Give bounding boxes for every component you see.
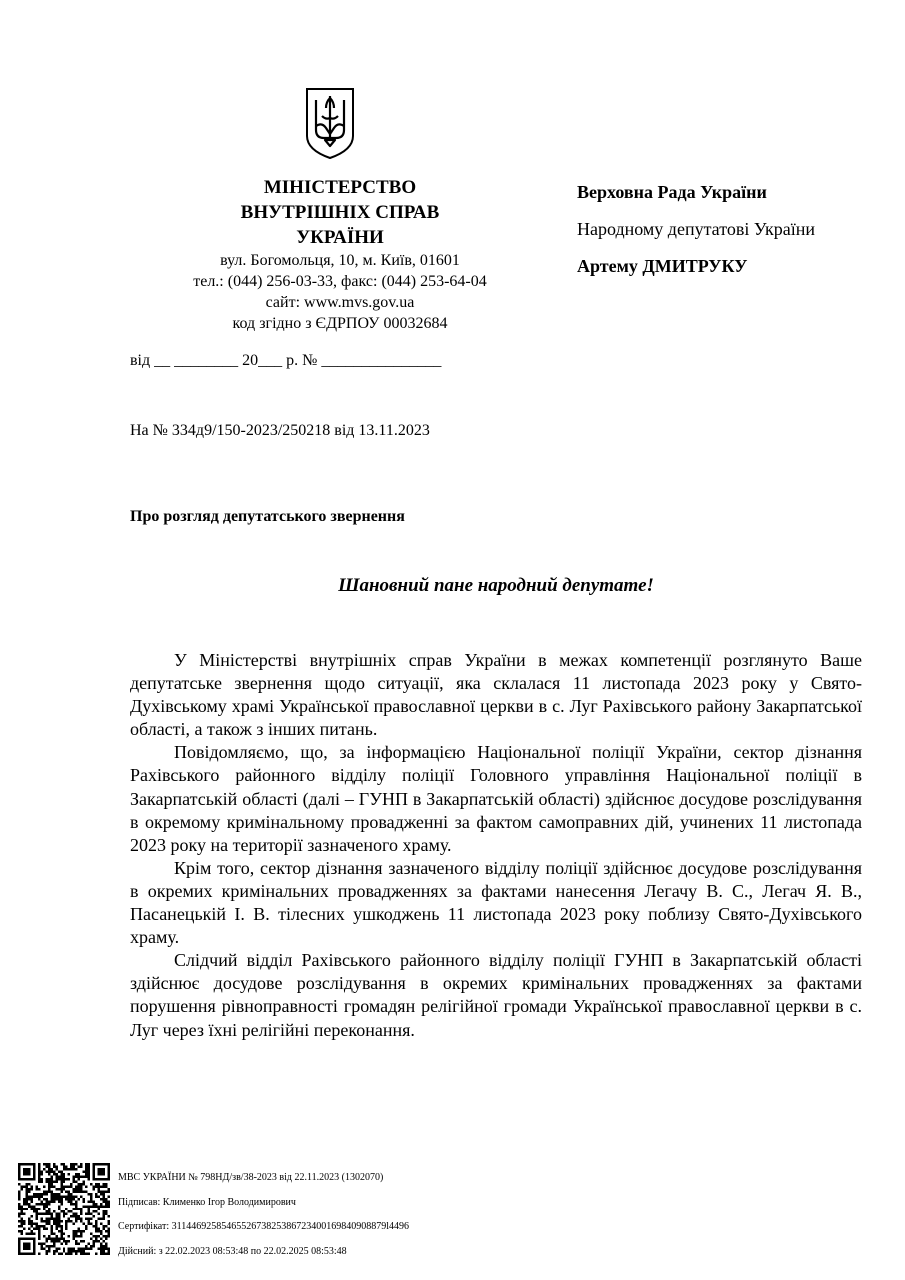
body-paragraph-1: У Міністерстві внутрішніх справ України в межах компетенції розглянуто Ваше депутатське звернення щодо ситуації, яка склалася 11 листопада 2023 року у Свято-Духівському храмі Української православної церкви в с. Луг Рахівського району Закарпатської області, а також з інших питань.	[130, 650, 862, 740]
ministry-name-line-3: УКРАЇНИ	[296, 227, 384, 248]
ministry-name-line-2: ВНУТРІШНІХ СПРАВ	[240, 202, 440, 223]
ministry-address: вул. Богомольця, 10, м. Київ, 01601	[220, 252, 460, 269]
letter-body	[130, 649, 862, 1042]
signature-certificate: Сертифікат: 3114469258546552673825386723400169840908879l4496	[118, 1221, 410, 1233]
signature-validity: Дійсний: з 22.02.2023 08:53:48 по 22.02.2025 08:53:48	[118, 1245, 347, 1257]
ministry-edrpou: код згідно з ЄДРПОУ 00032684	[232, 315, 448, 332]
reference-line: На № 334д9/150-2023/250218 від 13.11.2023	[130, 422, 430, 439]
ministry-name-line-1: МІНІСТЕРСТВО	[263, 177, 417, 198]
body-paragraph-3: Крім того, сектор дізнання зазначеного відділу поліції здійснює досудове розслідування в окремих кримінальних провадженнях за фактами нанесення Легачу В. С., Легач Я. В., Пасанецькій І. В. тілесних ушкоджень 11 листопада 2023 року поблизу Свято-Духівського храму.	[130, 857, 862, 948]
recipient-org: Верховна Рада України	[577, 182, 767, 202]
recipient-block	[577, 174, 815, 285]
body-paragraph-4: Слідчий відділ Рахівського районного відділу поліції ГУНП в Закарпатській області здійснює досудове розслідування в окремих кримінальних провадженнях за фактами порушення рівноправності громадян релігійної громади Української православної церкви в с. Луг через їхні релігійні переконання.	[130, 950, 862, 1040]
recipient-position: Народному депутатові України	[577, 219, 815, 239]
body-paragraph-2: Повідомляємо, що, за інформацією Національної поліції України, сектор дізнання Рахівського районного відділу поліції Головного управління Національної поліції в Закарпатській області (далі – ГУНП в Закарпатській області) здійснює досудове розслідування в окремому кримінальному провадженні за фактом самоправних дій, учинених 11 листопада 2023 року на території зазначеного храму.	[130, 742, 862, 855]
signature-block	[118, 1166, 409, 1264]
subject-line: Про розгляд депутатського звернення	[130, 508, 405, 525]
coat-of-arms-icon	[304, 86, 356, 160]
signature-signed-by: Підписав: Клименко Ігор Володимирович	[118, 1196, 296, 1208]
signature-doc-number: МВС УКРАЇНИ № 798НД/зв/38-2023 від 22.11.2023 (1302070)	[118, 1172, 384, 1183]
recipient-name: Артему ДМИТРУКУ	[577, 256, 748, 276]
qr-code-icon	[18, 1163, 110, 1255]
salutation: Шановний пане народний депутате!	[338, 575, 654, 596]
ministry-header	[170, 175, 510, 334]
ministry-website: сайт: www.mvs.gov.ua	[265, 294, 415, 311]
ministry-phone: тел.: (044) 256-03-33, факс: (044) 253-64-04	[193, 273, 487, 290]
registration-line: від __ ________ 20___ р. № _______________	[130, 352, 442, 369]
